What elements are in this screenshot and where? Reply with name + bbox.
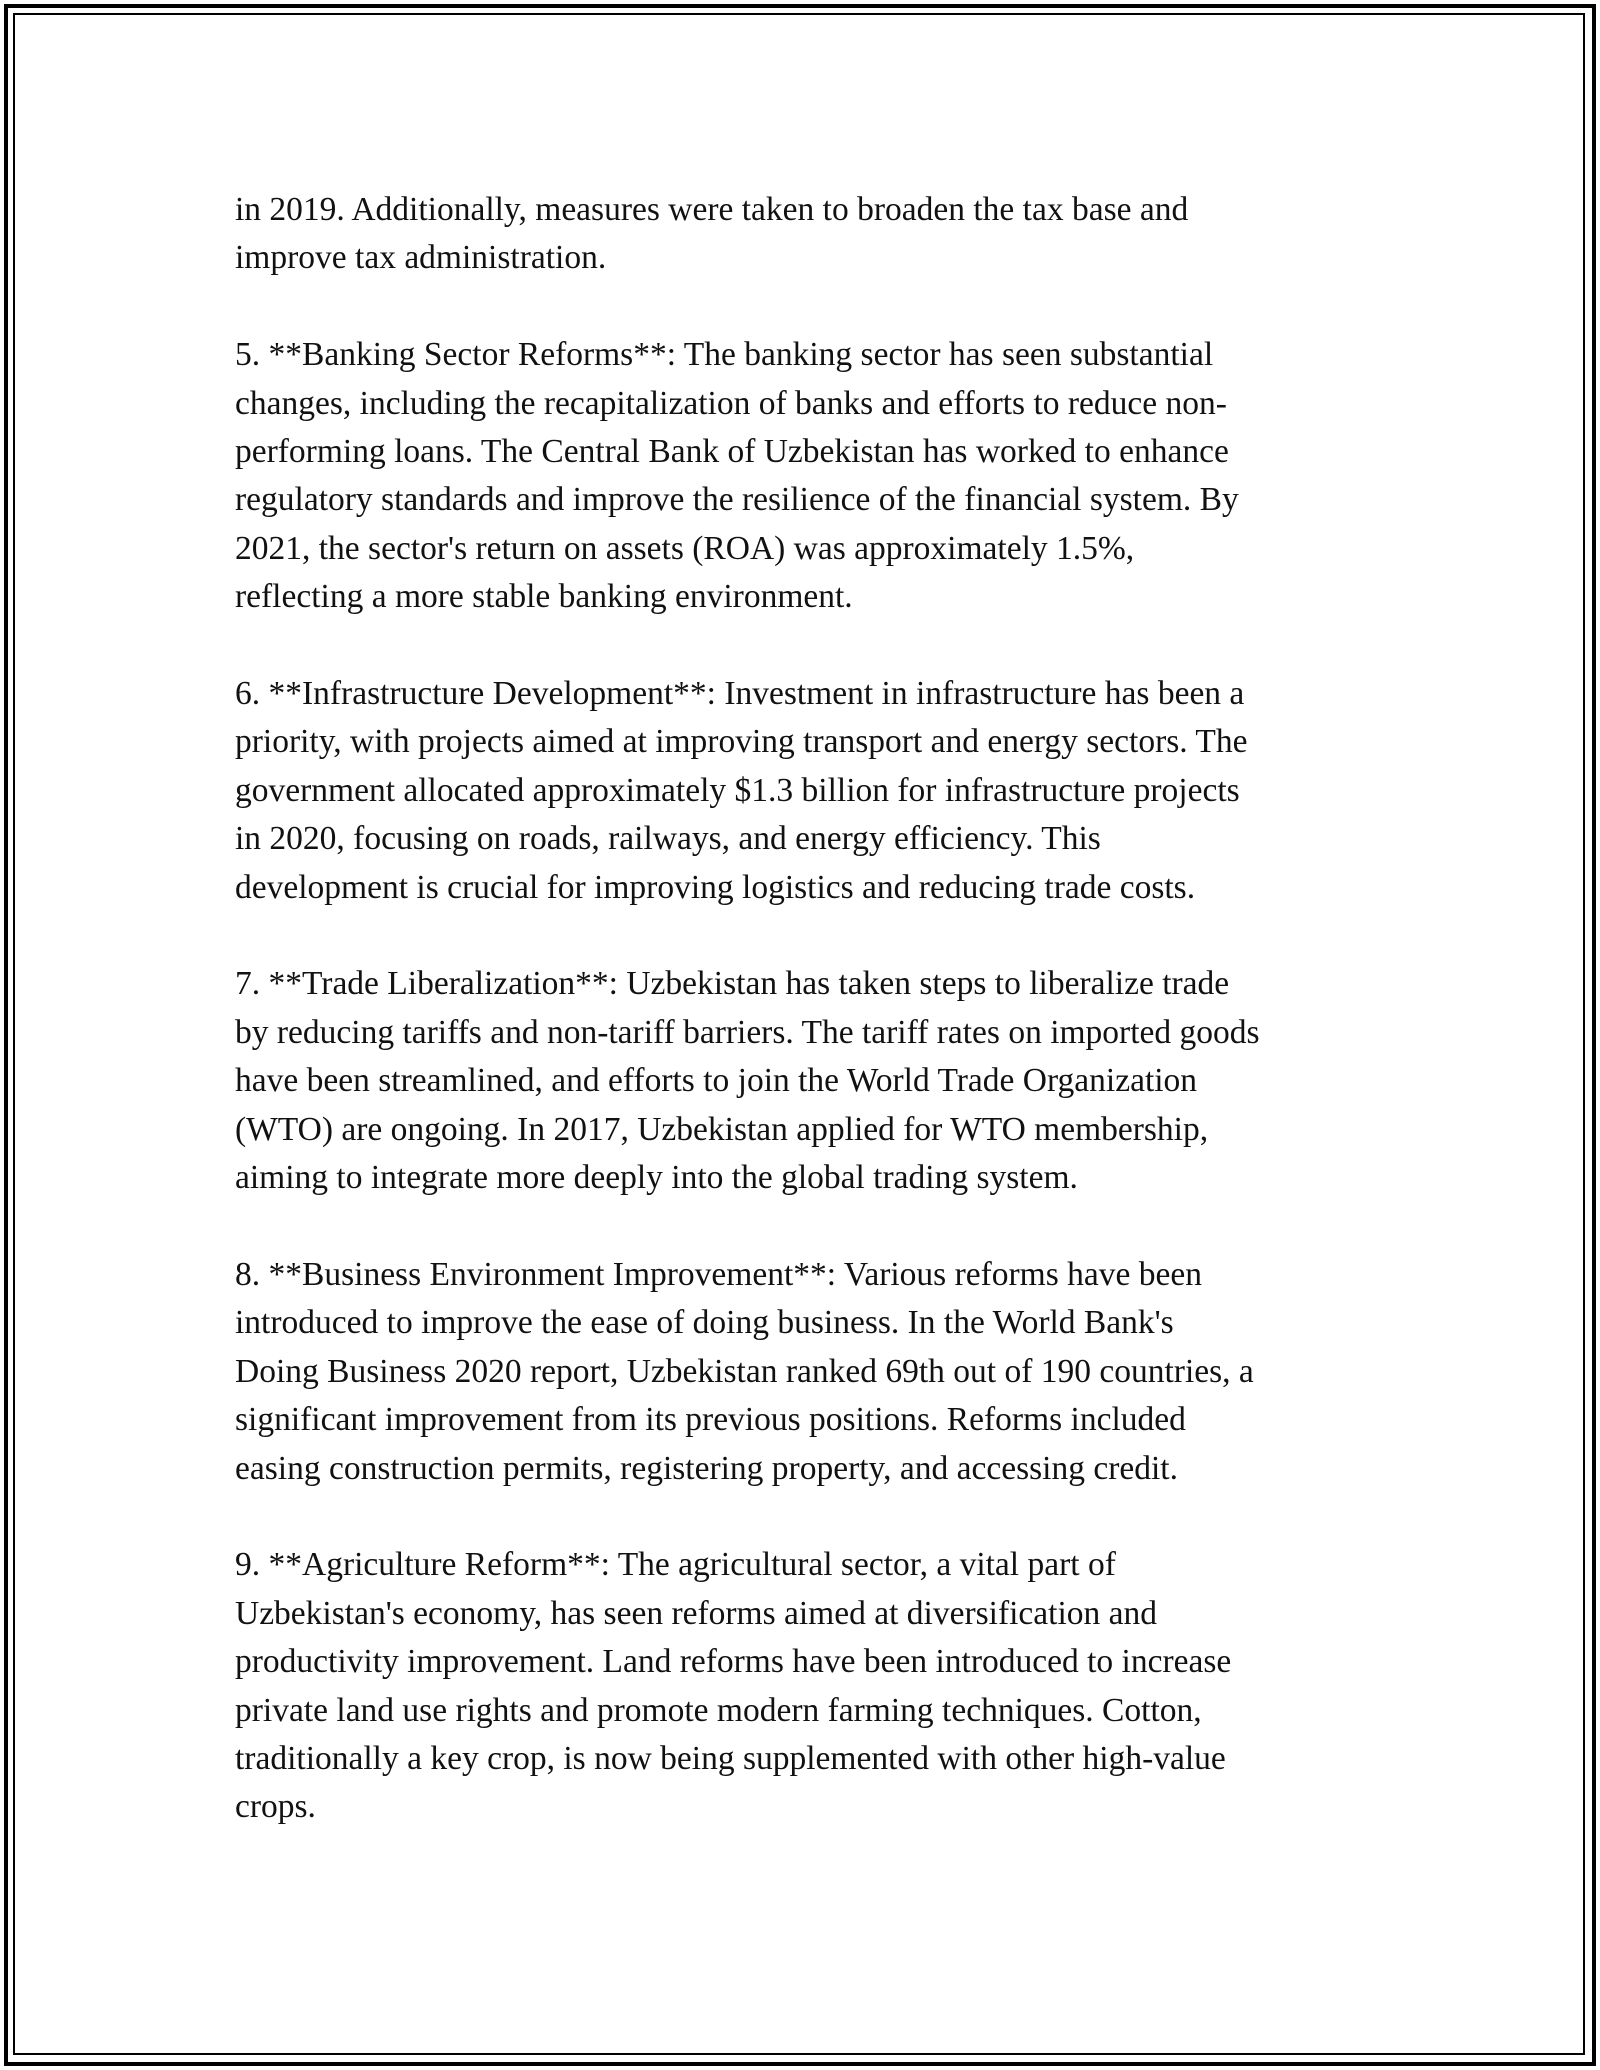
text-line: priority, with projects aimed at improving transport and energy sectors. The (235, 723, 1248, 761)
text-line: introduced to improve the ease of doing business. In the World Bank's (235, 1304, 1174, 1342)
text-line: government allocated approximately $1.3 billion for infrastructure projects (235, 771, 1240, 809)
text-line: by reducing tariffs and non-tariff barriers. The tariff rates on imported goods (235, 1013, 1260, 1051)
text-line: development is crucial for improving logistics and reducing trade costs. (235, 868, 1196, 906)
text-line: Uzbekistan's economy, has seen reforms aimed at diversification and (235, 1594, 1158, 1632)
text-line: 5. **Banking Sector Reforms**: The banking sector has seen substantial (235, 336, 1214, 374)
text-line: significant improvement from its previous positions. Reforms included (235, 1401, 1186, 1439)
text-line: reflecting a more stable banking environment. (235, 578, 853, 616)
text-line: Doing Business 2020 report, Uzbekistan ranked 69th out of 190 countries, a (235, 1352, 1254, 1390)
text-line: in 2019. Additionally, measures were taken to broaden the tax base and (235, 191, 1189, 228)
text-line: 2021, the sector's return on assets (ROA) was approximately 1.5%, (235, 529, 1135, 567)
paragraph (235, 186, 1370, 283)
paragraph (235, 331, 1370, 621)
text-line: private land use rights and promote modern farming techniques. Cotton, (235, 1691, 1202, 1729)
paragraph (235, 670, 1370, 912)
paragraph (235, 1541, 1370, 1831)
text-line: performing loans. The Central Bank of Uzbekistan has worked to enhance (235, 433, 1229, 471)
text-line: easing construction permits, registering property, and accessing credit. (235, 1449, 1178, 1487)
text-line: regulatory standards and improve the resilience of the financial system. By (235, 481, 1239, 519)
text-line: (WTO) are ongoing. In 2017, Uzbekistan applied for WTO membership, (235, 1110, 1209, 1148)
text-line: 7. **Trade Liberalization**: Uzbekistan has taken steps to liberalize trade (235, 965, 1230, 1003)
text-line: have been streamlined, and efforts to join the World Trade Organization (235, 1062, 1198, 1100)
text-line: traditionally a key crop, is now being supplemented with other high-value (235, 1739, 1226, 1777)
text-line: changes, including the recapitalization of banks and efforts to reduce non- (235, 384, 1227, 422)
paragraph (235, 960, 1370, 1202)
text-line: 9. **Agriculture Reform**: The agricultural sector, a vital part of (235, 1546, 1116, 1584)
document-body (235, 186, 1370, 1880)
text-line: aiming to integrate more deeply into the global trading system. (235, 1159, 1078, 1197)
text-line: 6. **Infrastructure Development**: Investment in infrastructure has been a (235, 675, 1245, 713)
text-line: improve tax administration. (235, 239, 607, 277)
paragraph (235, 1251, 1370, 1493)
text-line: productivity improvement. Land reforms have been introduced to increase (235, 1643, 1232, 1681)
text-line: in 2020, focusing on roads, railways, and energy efficiency. This (235, 820, 1101, 858)
text-line: crops. (235, 1788, 316, 1826)
text-line: 8. **Business Environment Improvement**: Various reforms have been (235, 1255, 1202, 1293)
